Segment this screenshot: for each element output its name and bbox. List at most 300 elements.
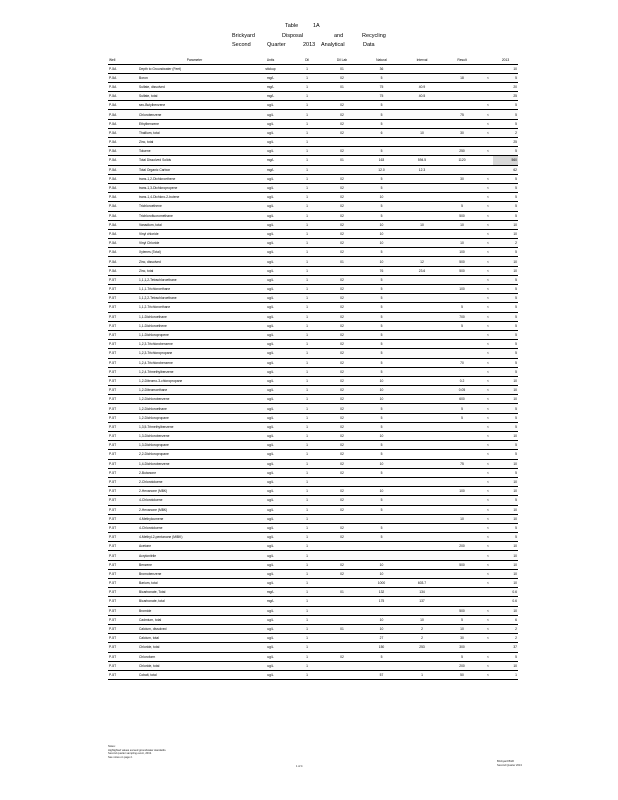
cell-result bbox=[441, 450, 483, 459]
cell-dil: 1 bbox=[306, 333, 308, 338]
cell-result bbox=[441, 551, 483, 560]
cell-well: P-5T bbox=[109, 351, 117, 356]
cell-natural: 75 bbox=[379, 94, 384, 99]
cell-natural: 5 bbox=[380, 424, 383, 429]
cell-qualifier: < bbox=[487, 415, 489, 420]
cell-dil-lab bbox=[324, 92, 360, 101]
cell-dil-lab: 02 bbox=[340, 176, 344, 181]
cell-result: 5 bbox=[461, 204, 463, 209]
cell-2013: 25 bbox=[513, 140, 517, 145]
cell-result bbox=[441, 294, 483, 303]
table-row bbox=[108, 606, 518, 615]
cell-dil-lab: 02 bbox=[340, 654, 344, 659]
cell-parameter: 1,1-Dichloroethene bbox=[139, 323, 167, 328]
cell-natural: 57 bbox=[379, 672, 384, 677]
cell-units: ug/L bbox=[267, 277, 274, 282]
analytical-data-table bbox=[108, 56, 518, 680]
cell-qualifier: < bbox=[487, 287, 489, 292]
cell-result bbox=[441, 588, 483, 597]
cell-well: P-5T bbox=[109, 489, 117, 494]
cell-dil: 1 bbox=[306, 342, 308, 347]
cell-2013: 2 bbox=[515, 130, 517, 135]
table-row bbox=[108, 156, 518, 165]
table-row bbox=[108, 367, 518, 376]
cell-parameter: Chloroform bbox=[139, 654, 156, 659]
cell-interval: 10 bbox=[420, 130, 424, 135]
cell-interval bbox=[403, 303, 441, 312]
cell-dil-lab: 02 bbox=[340, 342, 344, 347]
cell-parameter: Ethylbenzene bbox=[139, 121, 159, 126]
cell-dil: 1 bbox=[306, 305, 308, 310]
cell-2013: 2 bbox=[515, 241, 517, 246]
cell-parameter: trans-1,4-Dichloro-2-butene bbox=[139, 195, 180, 200]
cell-dil-lab: 02 bbox=[340, 434, 344, 439]
cell-parameter: 1,2,3-Trichlorobenzene bbox=[139, 342, 173, 347]
cell-parameter: trans-1,3-Dichloropropene bbox=[139, 186, 178, 191]
cell-natural: 5 bbox=[380, 305, 383, 310]
cell-parameter: Zinc, total bbox=[139, 268, 154, 273]
cell-interval bbox=[403, 551, 441, 560]
cell-natural: 5 bbox=[380, 498, 383, 503]
cell-interval: 2 bbox=[421, 636, 423, 641]
cell-dil-lab bbox=[324, 670, 360, 679]
cell-parameter: 4-Methylcumene bbox=[139, 516, 164, 521]
cell-interval bbox=[403, 542, 441, 551]
cell-units: ug/L bbox=[267, 406, 274, 411]
cell-result bbox=[441, 432, 483, 441]
cell-interval bbox=[403, 505, 441, 514]
cell-dil-lab: 02 bbox=[340, 562, 344, 567]
cell-result bbox=[441, 64, 483, 73]
cell-well: P-5T bbox=[109, 434, 117, 439]
cell-units: ug/L bbox=[267, 351, 274, 356]
cell-result: 500 bbox=[459, 259, 465, 264]
cell-natural bbox=[360, 542, 403, 551]
cell-units: ug/L bbox=[267, 627, 274, 632]
cell-result: 600 bbox=[459, 397, 465, 402]
cell-dil-lab: 02 bbox=[340, 360, 344, 365]
cell-natural: 76 bbox=[379, 268, 384, 273]
cell-dil: 1 bbox=[306, 360, 308, 365]
cell-result: 30 bbox=[460, 636, 464, 641]
cell-2013: 10 bbox=[513, 562, 517, 567]
cell-natural: 5 bbox=[380, 443, 383, 448]
cell-result: 18 bbox=[460, 75, 464, 80]
cell-result bbox=[441, 367, 483, 376]
subtitle-word: Analytical bbox=[321, 42, 345, 48]
cell-dil: 1 bbox=[306, 443, 308, 448]
table-row bbox=[108, 551, 518, 560]
cell-dil-lab: 02 bbox=[340, 296, 344, 301]
cell-interval bbox=[403, 358, 441, 367]
cell-interval: 253 bbox=[419, 645, 425, 650]
cell-result bbox=[441, 569, 483, 578]
cell-interval bbox=[403, 340, 441, 349]
cell-result: 70 bbox=[460, 360, 464, 365]
cell-dil-lab: 02 bbox=[340, 443, 344, 448]
cell-natural: 5 bbox=[380, 323, 383, 328]
cell-interval bbox=[403, 477, 441, 486]
cell-interval bbox=[403, 422, 441, 431]
cell-dil: 1 bbox=[306, 571, 308, 576]
cell-result: 30 bbox=[460, 176, 464, 181]
cell-well: P-5A bbox=[109, 130, 117, 135]
cell-result: 500 bbox=[459, 268, 465, 273]
cell-dil: 1 bbox=[306, 654, 308, 659]
cell-units: ug/L bbox=[267, 608, 274, 613]
table-row bbox=[108, 165, 518, 174]
cell-dil-lab bbox=[324, 138, 360, 147]
cell-interval bbox=[403, 229, 441, 238]
cell-parameter: Barium, total bbox=[139, 581, 158, 586]
cell-qualifier: < bbox=[487, 627, 489, 632]
cell-parameter: 1,3,5-Trimethylbenzene bbox=[139, 424, 174, 429]
cell-parameter: Vinyl chloride bbox=[139, 231, 159, 236]
cell-2013: 5 bbox=[515, 323, 517, 328]
cell-interval bbox=[403, 450, 441, 459]
cell-dil-lab bbox=[324, 634, 360, 643]
table-row bbox=[108, 128, 518, 137]
cell-dil: 1 bbox=[306, 672, 308, 677]
cell-units: ug/L bbox=[267, 544, 274, 549]
cell-dil: 1 bbox=[306, 351, 308, 356]
cell-well: P-5T bbox=[109, 654, 117, 659]
cell-dil: 1 bbox=[306, 259, 308, 264]
cell-dil-lab: 02 bbox=[340, 461, 344, 466]
cell-parameter: Zinc, dissolved bbox=[139, 259, 161, 264]
cell-dil-lab bbox=[324, 542, 360, 551]
cell-2013: 5 bbox=[515, 75, 517, 80]
cell-well: P-5A bbox=[109, 94, 117, 99]
cell-well: P-5A bbox=[109, 103, 117, 108]
cell-dil: 1 bbox=[306, 645, 308, 650]
cell-parameter: Vinyl Chloride bbox=[139, 241, 160, 246]
cell-dil-lab bbox=[324, 579, 360, 588]
cell-parameter: Thallium, total bbox=[139, 130, 160, 135]
cell-interval bbox=[403, 560, 441, 569]
cell-parameter: Cadmium, total bbox=[139, 617, 162, 622]
column-header-result: Result bbox=[441, 56, 483, 64]
cell-qualifier bbox=[483, 92, 493, 101]
cell-parameter: 1,1,2-Trichloroethane bbox=[139, 305, 171, 310]
cell-natural: 5 bbox=[380, 470, 383, 475]
cell-qualifier: < bbox=[487, 663, 489, 668]
cell-2013: 5 bbox=[515, 443, 517, 448]
cell-units: ug/L bbox=[267, 314, 274, 319]
table-row bbox=[108, 670, 518, 679]
column-header-dil: Dil bbox=[290, 56, 324, 64]
subtitle-word: Recycling bbox=[362, 33, 386, 39]
cell-2013: 2 bbox=[515, 627, 517, 632]
cell-qualifier bbox=[483, 588, 493, 597]
cell-parameter: Sulfate, dissolved bbox=[139, 84, 165, 89]
cell-dil-lab bbox=[324, 551, 360, 560]
cell-qualifier: < bbox=[487, 360, 489, 365]
cell-parameter: Calcium, dissolved bbox=[139, 627, 167, 632]
cell-2013: 5 bbox=[515, 333, 517, 338]
cell-qualifier: < bbox=[487, 213, 489, 218]
cell-result bbox=[441, 533, 483, 542]
subtitle-word: Quarter bbox=[267, 42, 286, 48]
cell-dil: 1 bbox=[306, 388, 308, 393]
cell-qualifier: < bbox=[487, 259, 489, 264]
cell-interval bbox=[403, 138, 441, 147]
cell-parameter: Depth to Groundwater (Feet) bbox=[139, 66, 182, 71]
cell-natural: 10 bbox=[379, 259, 384, 264]
cell-dil-lab: 01 bbox=[340, 84, 344, 89]
cell-well: P-5T bbox=[109, 287, 117, 292]
cell-qualifier: < bbox=[487, 581, 489, 586]
cell-interval bbox=[403, 367, 441, 376]
cell-natural: 10 bbox=[379, 627, 384, 632]
cell-parameter: 1,1,2,2-Tetrachloroethane bbox=[139, 296, 177, 301]
cell-result: 5 bbox=[461, 406, 463, 411]
cell-dil-lab: 02 bbox=[340, 314, 344, 319]
cell-dil-lab: 02 bbox=[340, 130, 344, 135]
cell-parameter: Trichloroethene bbox=[139, 204, 162, 209]
cell-dil: 1 bbox=[306, 121, 308, 126]
table-row bbox=[108, 275, 518, 284]
cell-natural: 5 bbox=[380, 351, 383, 356]
cell-units: ug/L bbox=[267, 176, 274, 181]
footer-right-line: Second Quarter 2013 bbox=[497, 763, 522, 767]
cell-dil: 1 bbox=[306, 176, 308, 181]
cell-interval bbox=[403, 73, 441, 82]
cell-well: P-5T bbox=[109, 360, 117, 365]
cell-interval: 10 bbox=[420, 617, 424, 622]
cell-well: P-5T bbox=[109, 443, 117, 448]
cell-dil-lab bbox=[324, 514, 360, 523]
cell-units: ug/L bbox=[267, 378, 274, 383]
table-row bbox=[108, 119, 518, 128]
cell-well: P-5T bbox=[109, 470, 117, 475]
footer-right-info bbox=[497, 760, 522, 767]
cell-interval bbox=[403, 183, 441, 192]
cell-dil: 1 bbox=[306, 415, 308, 420]
cell-interval bbox=[403, 606, 441, 615]
cell-2013: 10 bbox=[513, 66, 517, 71]
cell-result bbox=[441, 422, 483, 431]
cell-2013: 5 bbox=[515, 296, 517, 301]
cell-2013: 6 bbox=[515, 617, 517, 622]
cell-result: 5 bbox=[461, 415, 463, 420]
cell-units: ug/L bbox=[267, 562, 274, 567]
cell-qualifier: < bbox=[487, 498, 489, 503]
cell-natural: 5 bbox=[380, 314, 383, 319]
cell-dil: 1 bbox=[306, 369, 308, 374]
column-header-dil-lab: Dil Lab bbox=[324, 56, 360, 64]
cell-2013: 5 bbox=[515, 654, 517, 659]
cell-result bbox=[441, 496, 483, 505]
cell-dil: 1 bbox=[306, 149, 308, 154]
cell-parameter: 1,2-Dichloropropane bbox=[139, 415, 169, 420]
cell-interval bbox=[403, 239, 441, 248]
cell-qualifier: < bbox=[487, 388, 489, 393]
cell-dil-lab bbox=[324, 606, 360, 615]
cell-well: P-5T bbox=[109, 323, 117, 328]
cell-well: P-5T bbox=[109, 406, 117, 411]
cell-result bbox=[441, 505, 483, 514]
cell-dil: 1 bbox=[306, 296, 308, 301]
cell-qualifier: < bbox=[487, 507, 489, 512]
cell-units: ug/L bbox=[267, 213, 274, 218]
cell-dil: 1 bbox=[306, 452, 308, 457]
cell-result: 0.05 bbox=[458, 388, 466, 393]
cell-dil-lab bbox=[324, 266, 360, 275]
cell-dil-lab: 02 bbox=[340, 149, 344, 154]
cell-interval bbox=[403, 211, 441, 220]
cell-dil-lab bbox=[324, 597, 360, 606]
column-header-units: Units bbox=[251, 56, 290, 64]
cell-qualifier: < bbox=[487, 397, 489, 402]
cell-qualifier: < bbox=[487, 250, 489, 255]
cell-qualifier: < bbox=[487, 149, 489, 154]
cell-interval bbox=[403, 376, 441, 385]
cell-2013: 10 bbox=[513, 378, 517, 383]
cell-units: mg/L bbox=[266, 599, 275, 604]
cell-parameter: Bicarbonate, total bbox=[139, 599, 165, 604]
table-row bbox=[108, 496, 518, 505]
table-row bbox=[108, 312, 518, 321]
cell-well: P-5A bbox=[109, 66, 117, 71]
cell-dil: 1 bbox=[306, 250, 308, 255]
cell-result bbox=[441, 119, 483, 128]
table-row bbox=[108, 643, 518, 652]
cell-well: P-5T bbox=[109, 314, 117, 319]
table-row bbox=[108, 413, 518, 422]
table-row bbox=[108, 92, 518, 101]
cell-2013: 5 bbox=[515, 424, 517, 429]
cell-parameter: 1,2,3-Trichloropropane bbox=[139, 351, 173, 356]
cell-parameter: 1,4-Dichlorobenzene bbox=[139, 461, 170, 466]
cell-qualifier: < bbox=[487, 305, 489, 310]
cell-2013: 10 bbox=[513, 553, 517, 558]
cell-dil-lab: 02 bbox=[340, 535, 344, 540]
cell-parameter: 1,2-Dibromoethane bbox=[139, 388, 168, 393]
table-row bbox=[108, 376, 518, 385]
cell-2013: 37 bbox=[513, 645, 517, 650]
cell-dil: 1 bbox=[306, 397, 308, 402]
table-row bbox=[108, 514, 518, 523]
cell-interval bbox=[403, 294, 441, 303]
cell-qualifier bbox=[483, 64, 493, 73]
column-header-well: Well bbox=[108, 56, 138, 64]
cell-units: ug/L bbox=[267, 388, 274, 393]
cell-interval: 10 bbox=[420, 222, 424, 227]
cell-2013: 5 bbox=[515, 195, 517, 200]
cell-2013: 10 bbox=[513, 507, 517, 512]
cell-qualifier: < bbox=[487, 112, 489, 117]
cell-units: ug/L bbox=[267, 296, 274, 301]
cell-qualifier: < bbox=[487, 489, 489, 494]
cell-2013: 560 bbox=[493, 156, 518, 165]
cell-qualifier bbox=[483, 138, 493, 147]
cell-dil-lab: 02 bbox=[340, 470, 344, 475]
cell-interval bbox=[403, 275, 441, 284]
cell-parameter: Trichlorofluoromethane bbox=[139, 213, 173, 218]
cell-parameter: Total Organic Carbon bbox=[139, 167, 171, 172]
cell-units: ug/L bbox=[267, 259, 274, 264]
cell-well: P-5T bbox=[109, 553, 117, 558]
subtitle-word: Second bbox=[232, 42, 251, 48]
cell-result: 500 bbox=[459, 608, 465, 613]
cell-parameter: Vanadium, total bbox=[139, 222, 162, 227]
cell-dil: 1 bbox=[306, 599, 308, 604]
cell-natural: 36 bbox=[379, 66, 384, 71]
table-row bbox=[108, 579, 518, 588]
table-row bbox=[108, 340, 518, 349]
cell-qualifier: < bbox=[487, 369, 489, 374]
cell-units: ug/L bbox=[267, 489, 274, 494]
cell-natural: 5 bbox=[380, 287, 383, 292]
cell-result bbox=[441, 477, 483, 486]
cell-qualifier: < bbox=[487, 314, 489, 319]
cell-dil-lab: 02 bbox=[340, 571, 344, 576]
cell-well: P-5T bbox=[109, 305, 117, 310]
cell-interval: 40.9 bbox=[418, 84, 426, 89]
cell-units: ug/L bbox=[267, 323, 274, 328]
cell-2013: 5 bbox=[515, 535, 517, 540]
table-row bbox=[108, 239, 518, 248]
cell-natural: 10 bbox=[379, 388, 384, 393]
cell-natural: 5 bbox=[380, 452, 383, 457]
cell-parameter: Total Dissolved Solids bbox=[139, 158, 172, 163]
cell-natural bbox=[360, 138, 403, 147]
cell-dil-lab: 02 bbox=[340, 195, 344, 200]
column-header-qualifier bbox=[483, 56, 493, 64]
cell-2013: 10 bbox=[513, 461, 517, 466]
cell-parameter: 1,2,4-Trimethylbenzene bbox=[139, 369, 174, 374]
cell-dil: 1 bbox=[306, 66, 308, 71]
cell-2013: 5 bbox=[515, 204, 517, 209]
cell-well: P-5T bbox=[109, 525, 117, 530]
table-row bbox=[108, 422, 518, 431]
cell-well: P-5A bbox=[109, 268, 117, 273]
cell-well: P-5T bbox=[109, 388, 117, 393]
cell-dil: 1 bbox=[306, 617, 308, 622]
cell-dil: 1 bbox=[306, 525, 308, 530]
table-row bbox=[108, 395, 518, 404]
cell-parameter: 1,2-Dibromo-3-chloropropane bbox=[139, 378, 183, 383]
cell-dil: 1 bbox=[306, 158, 308, 163]
cell-units: ug/L bbox=[267, 222, 274, 227]
table-row bbox=[108, 229, 518, 238]
cell-result: 1120 bbox=[458, 158, 466, 163]
cell-natural: 10 bbox=[379, 461, 384, 466]
cell-qualifier: < bbox=[487, 333, 489, 338]
cell-natural: 5 bbox=[380, 149, 383, 154]
table-row bbox=[108, 652, 518, 661]
cell-dil: 1 bbox=[306, 434, 308, 439]
cell-interval bbox=[403, 413, 441, 422]
cell-result: 100 bbox=[459, 489, 465, 494]
cell-2013: 10 bbox=[513, 581, 517, 586]
cell-qualifier: < bbox=[487, 75, 489, 80]
cell-units: ug/L bbox=[267, 452, 274, 457]
cell-dil: 1 bbox=[306, 480, 308, 485]
cell-units: ug/L bbox=[267, 507, 274, 512]
cell-qualifier: < bbox=[487, 296, 489, 301]
cell-interval: 12.3 bbox=[418, 167, 426, 172]
cell-qualifier: < bbox=[487, 176, 489, 181]
cell-dil: 1 bbox=[306, 277, 308, 282]
cell-2013: 5 bbox=[515, 369, 517, 374]
cell-units: ug/L bbox=[267, 287, 274, 292]
cell-units: ug/L bbox=[267, 360, 274, 365]
cell-well: P-5A bbox=[109, 259, 117, 264]
cell-result bbox=[441, 468, 483, 477]
cell-dil-lab bbox=[324, 165, 360, 174]
